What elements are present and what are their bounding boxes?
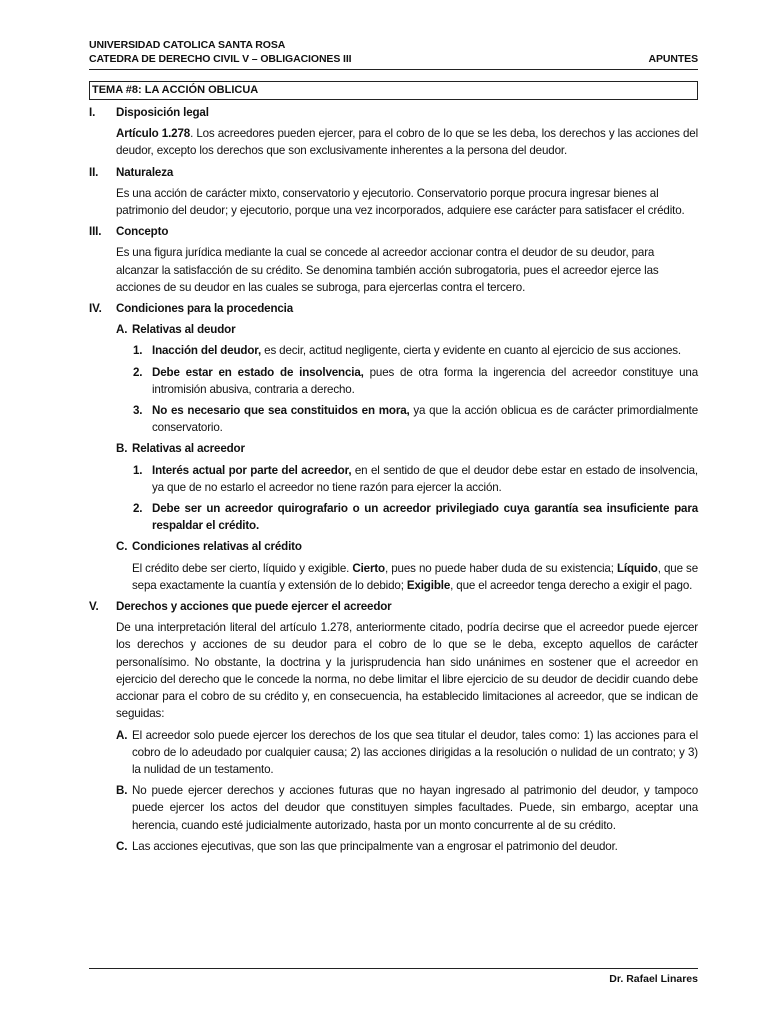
- item-text: pues de otra forma la ingerencia del acreedor constituye una intromisión abusiva, contraria a derecho.: [152, 365, 698, 396]
- university-name: UNIVERSIDAD CATOLICA SANTA ROSA: [89, 39, 286, 51]
- list-item: [116, 782, 698, 834]
- section-heading: [89, 300, 698, 317]
- header-label: APUNTES: [648, 53, 698, 65]
- section-paragraph: De una interpretación literal del artículo 1.278, anteriormente citado, podría decirse que el acreedor puede ejercer los derechos y acciones de su deudor para el cobro de lo que se le deba, excepto aquellos de carácter personalísimo. No obstante, la doctrina y la jurisprudencia han sido unánimes en sostener que el acreedor en ejercicio del derecho que le concede la norma, no debe limitar el libre ejercicio de su deudor de decidir cuando debe accionar para el cobro de su crédito y, en consecuencia, ha establecido limitaciones al acreedor, que se indican de seguidas:: [116, 621, 698, 721]
- item-number: 2.: [133, 365, 143, 379]
- item-lead: Debe estar en estado de insolvencia,: [152, 365, 364, 379]
- document-page: [89, 38, 698, 855]
- footer-author: Dr. Rafael Linares: [609, 973, 698, 985]
- section-heading: [89, 164, 698, 181]
- section-number: III.: [89, 225, 102, 239]
- section-number: I.: [89, 106, 96, 119]
- subsection-title: Condiciones relativas al crédito: [132, 540, 302, 554]
- article-ref: Artículo 1.278: [116, 127, 191, 141]
- document-body: [89, 104, 698, 855]
- section-title: Condiciones para la procedencia: [116, 302, 294, 316]
- section-title: Naturaleza: [116, 165, 174, 179]
- subsection-heading: [116, 538, 698, 555]
- list-item: [116, 727, 698, 779]
- section-heading: [89, 104, 698, 121]
- item-lead: Debe ser un acreedor quirografario o un acreedor privilegiado cuya garantía sea insuficiente para respaldar el crédito.: [152, 502, 698, 533]
- item-number: 1.: [133, 463, 143, 477]
- section-paragraph: Es una figura jurídica mediante la cual se concede al acreedor accionar contra el deudor de su deudor, para alcanzar la satisfacción de su crédito. Se denomina también acción subrogatoria, pues el acreedor ejerce las acciones de su deudor en las cuales se subroga, para ejercerlas contra el tercero.: [116, 246, 659, 294]
- item-number: 1.: [133, 344, 143, 358]
- subsection-title: Relativas al deudor: [132, 323, 236, 337]
- section-title: Concepto: [116, 225, 169, 239]
- list-item: [133, 500, 698, 534]
- item-text: es decir, actitud negligente, cierta y evidente en cuanto al ejercicio de sus acciones.: [261, 344, 681, 358]
- list-item: [133, 402, 698, 436]
- section-number: II.: [89, 165, 99, 179]
- paragraph-text: , que se sepa exactamente la cuantía y extensión de lo debido;: [132, 561, 698, 592]
- list-item: [133, 364, 698, 398]
- item-lead: Inacción del deudor,: [152, 344, 262, 358]
- item-text: ya que la acción oblicua es de carácter primordialmente conservatorio.: [152, 404, 698, 435]
- item-text: El acreedor solo puede ejercer los derechos de los que sea titular el deudor, tales como: 1) las acciones para el cobro de lo adeudado por cualquier causa; 2) las acciones dirigidas a la resolución o nulidad de un contrato; y 3) la nulidad de un testamento.: [132, 728, 698, 776]
- term-exigible: Exigible: [406, 578, 451, 592]
- list-item: [116, 838, 698, 855]
- topic-title: TEMA #8: LA ACCIÓN OBLICUA: [89, 81, 698, 100]
- subsection-heading: [116, 440, 698, 457]
- section-paragraph: [116, 125, 698, 159]
- list-item: [133, 462, 698, 496]
- course-name: CATEDRA DE DERECHO CIVIL V – OBLIGACIONES III: [89, 53, 352, 65]
- item-lead: No es necesario que sea constituidos en mora,: [152, 404, 410, 418]
- page-footer: [89, 968, 698, 985]
- term-cierto: Cierto: [352, 561, 385, 575]
- item-number: 2.: [133, 502, 143, 516]
- item-text: Las acciones ejecutivas, que son las que principalmente van a engrosar el patrimonio del deudor.: [132, 839, 618, 853]
- section-title: Derechos y acciones que puede ejercer el acreedor: [116, 600, 392, 614]
- subsection-letter: B.: [116, 442, 128, 456]
- section-heading: [89, 598, 698, 615]
- paragraph-text: . Los acreedores pueden ejercer, para el cobro de lo que se les deba, los derechos y las acciones del deudor, excepto los derechos que son exclusivamente inherentes a la persona del deudor.: [116, 127, 698, 158]
- section-heading: [89, 223, 698, 240]
- subsection-title: Relativas al acreedor: [132, 442, 245, 456]
- section-number: V.: [89, 600, 99, 614]
- item-letter: C.: [116, 839, 128, 853]
- item-number: 3.: [133, 404, 143, 418]
- paragraph-text: , que el acreedor tenga derecho a exigir el pago.: [450, 578, 693, 592]
- item-text: No puede ejercer derechos y acciones futuras que no hayan ingresado al patrimonio del deudor, y tampoco puede ejercer los actos del deudor que constituyen simples facultades. Puede, sin embargo, aceptar una herencia, cuando esté judicialmente autorizado, hasta por un monto concurrente al de su crédito.: [132, 784, 698, 832]
- header-rule: [89, 69, 698, 70]
- subsection-letter: C.: [116, 540, 128, 554]
- paragraph-text: El crédito debe ser cierto, líquido y exigible.: [132, 561, 353, 575]
- subsection-letter: A.: [116, 323, 128, 337]
- subsection-paragraph: [132, 560, 698, 594]
- footer-rule: [89, 968, 698, 969]
- item-lead: Interés actual por parte del acreedor,: [152, 463, 352, 477]
- section-number: IV.: [89, 302, 102, 316]
- item-letter: A.: [116, 728, 128, 742]
- item-letter: B.: [116, 784, 128, 798]
- section-title: Disposición legal: [116, 106, 209, 119]
- page-header: [89, 38, 698, 70]
- section-paragraph: Es una acción de carácter mixto, conservatorio y ejecutorio. Conservatorio porque procura ingresar bienes al patrimonio del deudor; y ejecutorio, porque una vez incorporados, adquiere ese carácter para satisfacer el crédito.: [116, 186, 685, 218]
- item-text: en el sentido de que el deudor debe estar en estado de insolvencia, ya que de no estarlo el acreedor no tiene razón para ejercer la acción.: [152, 463, 698, 494]
- list-item: [133, 342, 698, 359]
- subsection-heading: [116, 321, 698, 338]
- paragraph-text: , pues no puede haber duda de su existencia;: [385, 561, 617, 575]
- term-liquido: Líquido: [616, 561, 658, 575]
